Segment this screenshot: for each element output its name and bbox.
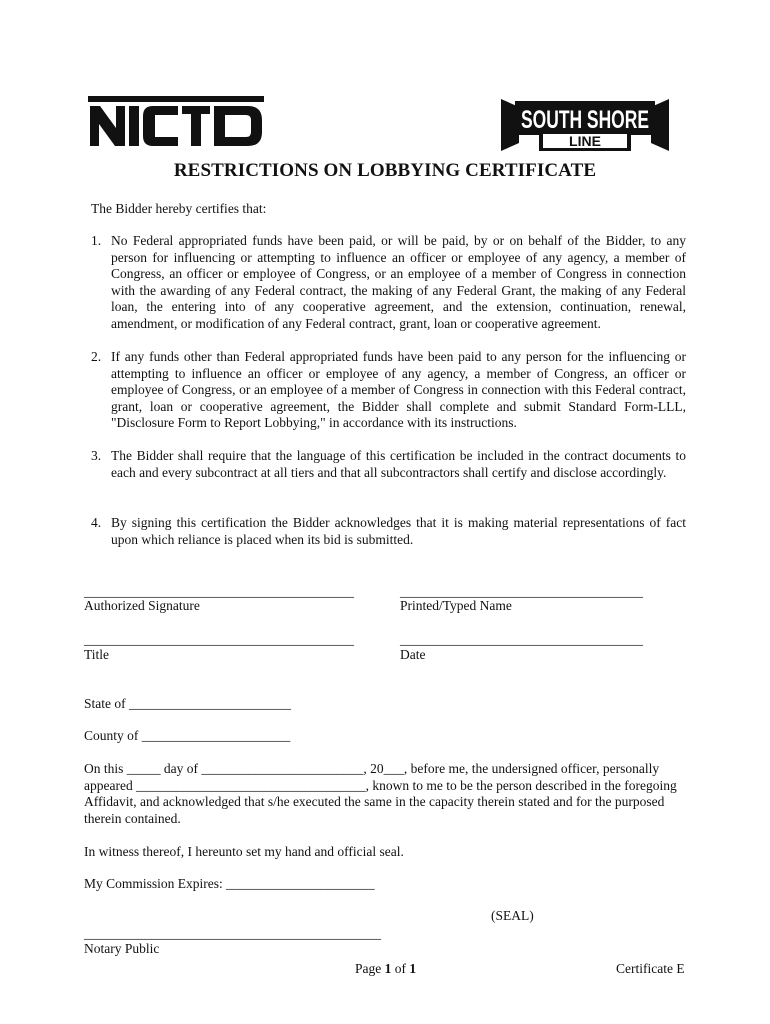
title-line[interactable]: ________________________________________ bbox=[84, 632, 354, 647]
certification-item-4 bbox=[91, 515, 686, 548]
witness-text: In witness thereof, I hereunto set my hand and official seal. bbox=[84, 844, 404, 859]
printed-name-label: Printed/Typed Name bbox=[400, 598, 512, 613]
certification-item-3 bbox=[91, 448, 686, 481]
page-prefix: Page bbox=[355, 961, 385, 976]
page-total: 1 bbox=[409, 961, 417, 976]
notary-signature-line[interactable]: ____________________________________________ bbox=[84, 926, 381, 941]
certification-item-1 bbox=[91, 233, 686, 332]
date-line[interactable]: ____________________________________ bbox=[400, 632, 643, 647]
commission-expires-field[interactable]: My Commission Expires: ______________________ bbox=[84, 876, 375, 891]
item-text: By signing this certification the Bidder acknowledges that it is making material representations of fact upon which reliance is placed when its bid is submitted. bbox=[111, 515, 686, 547]
item-text: No Federal appropriated funds have been paid, or will be paid, by or on behalf of the Bidder, to any person for influencing or attempting to influence an officer or employee of any agency, a member of Congress, an officer or employee of Congress, or an employee of a member of Congress in connection with the awarding of any Federal contract, the making of any Federal Grant, the making of any Federal loan, the entering into of any cooperative agreement, and the extension, continuation, renewal, amendment, or modification of any Federal contract, grant, loan or cooperative agreement. bbox=[111, 233, 686, 331]
item-number: 1. bbox=[91, 233, 102, 248]
item-text: If any funds other than Federal appropriated funds have been paid to any person for the influencing or attempting to influence an officer or employee of any agency, a member of Congress, an officer or employee of Congress, or an employee of a member of Congress in connection with this Federal contract, grant, loan or cooperative agreement, the Bidder shall complete and submit Standard Form-LLL, "Disclosure Form to Report Lobbying," in accordance with its instructions. bbox=[111, 349, 686, 430]
printed-name-line[interactable]: ____________________________________ bbox=[400, 584, 643, 599]
authorized-signature-line[interactable]: ________________________________________ bbox=[84, 584, 354, 599]
seal-label: (SEAL) bbox=[491, 908, 534, 923]
page-current: 1 bbox=[384, 961, 392, 976]
notary-public-label: Notary Public bbox=[84, 941, 160, 956]
logo-south-shore-text: SOUTH SHORE bbox=[521, 106, 649, 134]
title-label: Title bbox=[84, 647, 110, 662]
certificate-label: Certificate E bbox=[616, 961, 685, 976]
south-shore-line-logo bbox=[499, 97, 671, 153]
certification-item-2 bbox=[91, 349, 686, 432]
page-number bbox=[355, 961, 416, 977]
item-number: 3. bbox=[91, 448, 102, 463]
page-of: of bbox=[391, 961, 410, 976]
state-field[interactable]: State of ________________________ bbox=[84, 696, 291, 711]
intro-text: The Bidder hereby certifies that: bbox=[91, 201, 267, 216]
item-number: 2. bbox=[91, 349, 102, 364]
logo-line-text: LINE bbox=[569, 133, 601, 149]
document-title: RESTRICTIONS ON LOBBYING CERTIFICATE bbox=[173, 160, 597, 181]
affidavit-paragraph: On this _____ day of ________________________, 20___, before me, the undersigned officer, personally appeared __________________________________, known to me to be the person described in the foregoing Affidavit, and acknowledged that s/he executed the same in the capacity therein stated and for the purposed therein contained. bbox=[84, 761, 677, 826]
date-label: Date bbox=[400, 647, 426, 662]
authorized-signature-label: Authorized Signature bbox=[84, 598, 200, 613]
nictd-logo bbox=[88, 96, 264, 148]
item-text: The Bidder shall require that the language of this certification be included in the contract documents to each and every subcontract at all tiers and that all subcontractors shall certify and disclose accordingly. bbox=[111, 448, 686, 480]
item-number: 4. bbox=[91, 515, 102, 530]
county-field[interactable]: County of ______________________ bbox=[84, 728, 291, 743]
